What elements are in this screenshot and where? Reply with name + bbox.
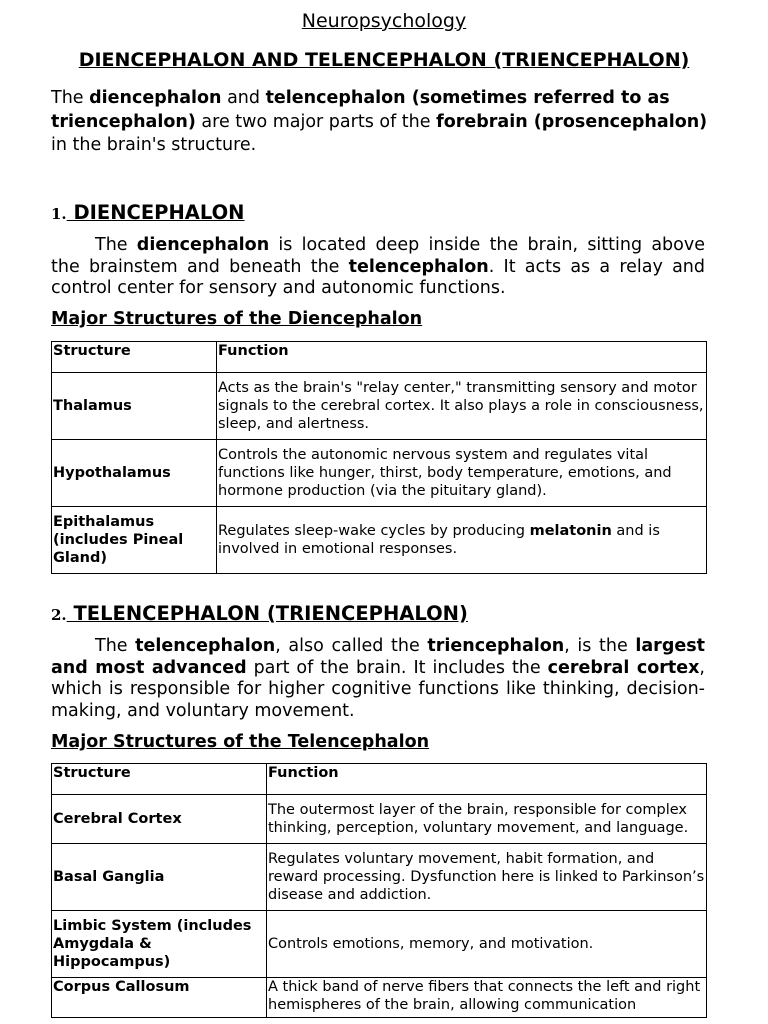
para-text: , also called the (275, 636, 428, 656)
section-1-paragraph (51, 235, 705, 300)
structure-cell: Limbic System (includes Amygdala & Hippocampus) (52, 911, 267, 978)
table-header-row (52, 764, 707, 795)
structure-cell: Cerebral Cortex (52, 795, 267, 844)
table-row (52, 440, 707, 507)
para-text: . It acts as a relay and control center for sensory and autonomic functions. (51, 256, 706, 298)
para-text: part of the brain. It includes the (246, 657, 548, 678)
diencephalon-structures-heading: Major Structures of the Diencephalon (51, 309, 423, 329)
page-header: Neuropsychology (301, 10, 467, 32)
intro-bold: forebrain (prosencephalon) (436, 111, 708, 132)
para-bold: telencephalon (348, 256, 489, 277)
table-row (52, 373, 707, 440)
table-header-row (52, 342, 707, 373)
para-bold: telencephalon (135, 636, 276, 656)
intro-text: The (51, 88, 90, 108)
section-2-heading (51, 602, 468, 625)
function-cell: A thick band of nerve fibers that connects the left and right hemispheres of the brain, allowing communication (267, 978, 707, 1018)
column-header-function: Function (267, 764, 707, 795)
column-header-structure: Structure (52, 342, 217, 373)
intro-text: are two major parts of the (195, 111, 437, 132)
column-header-structure: Structure (52, 764, 267, 795)
column-header-function: Function (217, 342, 707, 373)
section-2-paragraph (51, 636, 705, 722)
table-row (52, 978, 707, 1018)
intro-paragraph (51, 87, 711, 158)
function-cell: Controls emotions, memory, and motivation. (267, 911, 707, 978)
function-cell (217, 507, 707, 574)
intro-bold: diencephalon (89, 88, 222, 108)
document-title: DIENCEPHALON AND TELENCEPHALON (TRIENCEPHALON) (78, 49, 690, 71)
function-bold: melatonin (529, 523, 612, 539)
diencephalon-table (51, 341, 707, 574)
function-cell: Acts as the brain's "relay center," transmitting sensory and motor signals to the cerebral cortex. It also plays a role in consciousness, sleep, and alertness. (217, 373, 707, 440)
structure-cell: Hypothalamus (52, 440, 217, 507)
telencephalon-table (51, 763, 707, 1018)
structure-cell: Basal Ganglia (52, 844, 267, 911)
intro-bold: telencephalon (sometimes referred to as triencephalon) (51, 88, 670, 132)
section-1-heading (51, 201, 245, 224)
function-cell: The outermost layer of the brain, responsible for complex thinking, perception, voluntary movement, and language. (267, 795, 707, 844)
function-text: Regulates sleep-wake cycles by producing (218, 523, 530, 539)
table-row (52, 911, 707, 978)
para-bold: triencephalon (427, 636, 565, 656)
para-text: , which is responsible for higher cognitive functions like thinking, decision-making, and voluntary movement. (51, 657, 705, 721)
para-bold: cerebral cortex (547, 657, 700, 678)
section-number: 2. (51, 606, 67, 624)
para-bold: diencephalon (136, 235, 270, 255)
telencephalon-structures-heading: Major Structures of the Telencephalon (51, 732, 430, 752)
table-row (52, 507, 707, 574)
intro-text: in the brain's structure. (51, 135, 257, 155)
function-text: and is involved in emotional responses. (218, 523, 660, 557)
function-cell: Controls the autonomic nervous system and regulates vital functions like hunger, thirst, body temperature, emotions, and hormone production (via the pituitary gland). (217, 440, 707, 507)
section-title: DIENCEPHALON (66, 201, 245, 224)
table-row (52, 844, 707, 911)
section-title: TELENCEPHALON (TRIENCEPHALON) (66, 602, 468, 625)
section-number: 1. (51, 205, 67, 223)
para-bold: largest and most advanced (51, 636, 705, 678)
para-text: The (95, 235, 137, 255)
structure-cell: Epithalamus (includes Pineal Gland) (52, 507, 217, 574)
structure-cell: Corpus Callosum (52, 978, 267, 1018)
para-text: The (95, 636, 136, 656)
function-cell: Regulates voluntary movement, habit formation, and reward processing. Dysfunction here is linked to Parkinson’s disease and addiction. (267, 844, 707, 911)
para-text: , is the (564, 636, 636, 656)
structure-cell: Thalamus (52, 373, 217, 440)
intro-text: and (221, 88, 266, 108)
table-row (52, 795, 707, 844)
para-text: is located deep inside the brain, sitting above the brainstem and beneath the (51, 235, 705, 277)
